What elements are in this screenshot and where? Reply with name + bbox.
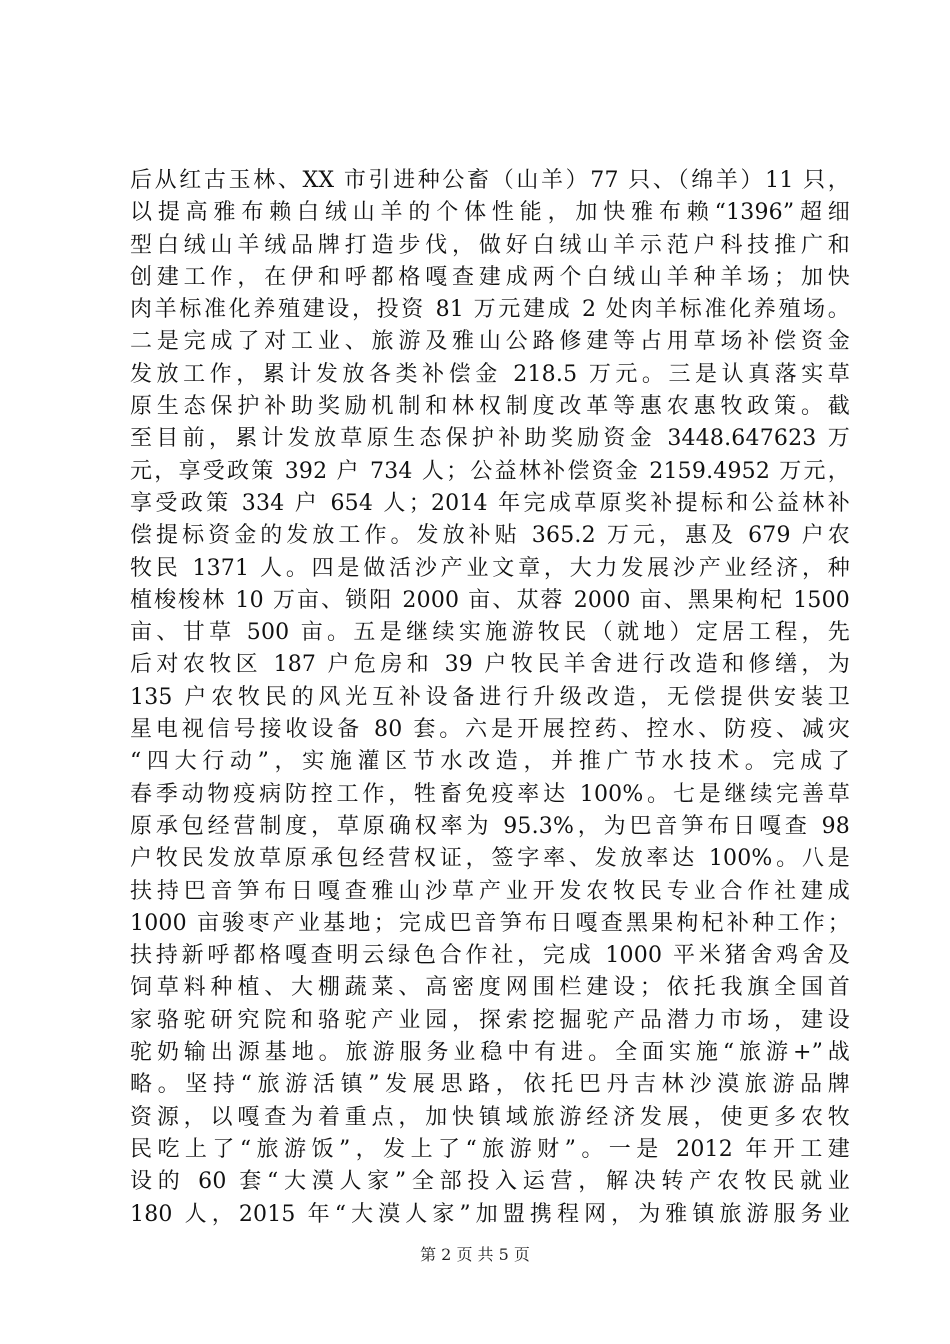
body-line: 原生态保护补助奖励机制和林权制度改革等惠农惠牧政策。截 bbox=[130, 394, 850, 420]
body-text bbox=[130, 165, 850, 1231]
body-line: 元，享受政策 392 户 734 人；公益林补偿资金 2159.4952 万元， bbox=[130, 458, 850, 484]
body-line: 饲草料种植、大棚蔬菜、高密度网围栏建设；依托我旗全国首 bbox=[130, 975, 850, 1001]
body-line: 135 户农牧民的风光互补设备进行升级改造，无偿提供安装卫 bbox=[130, 684, 850, 710]
page-footer: 第 2 页 共 5 页 bbox=[420, 1245, 530, 1264]
body-line: 家骆驼研究院和骆驼产业园，探索挖掘驼产品潜力市场，建设 bbox=[130, 1007, 850, 1033]
body-line: 二是完成了对工业、旅游及雅山公路修建等占用草场补偿资金 bbox=[130, 329, 850, 355]
body-line: 春季动物疫病防控工作，牲畜免疫率达 100%。七是继续完善草 bbox=[130, 781, 850, 807]
body-line: 后从红古玉林、XX 市引进种公畜（山羊）77 只、（绵羊）11 只， bbox=[130, 168, 851, 193]
body-line: “四大行动”，实施灌区节水改造，并推广节水技术。完成了 bbox=[130, 749, 850, 775]
body-line: 民吃上了“旅游饭”，发上了“旅游财”。一是 2012 年开工建 bbox=[130, 1136, 850, 1162]
body-line: 扶持新呼都格嘎查明云绿色合作社，完成 1000 平米猪舍鸡舍及 bbox=[130, 943, 850, 969]
body-line: 至目前，累计发放草原生态保护补助奖励资金 3448.647623 万 bbox=[130, 426, 850, 452]
body-line: 户牧民发放草原承包经营权证，签字率、发放率达 100%。八是 bbox=[130, 846, 850, 872]
body-line: 180 人，2015 年“大漠人家”加盟携程网，为雅镇旅游服务业 bbox=[130, 1201, 850, 1227]
body-line: 亩、甘草 500 亩。五是继续实施游牧民（就地）定居工程，先 bbox=[130, 620, 850, 646]
body-line: 后对农牧区 187 户危房和 39 户牧民羊舍进行改造和修缮，为 bbox=[130, 652, 850, 678]
body-line: 植梭梭林 10 万亩、锁阳 2000 亩、苁蓉 2000 亩、黑果枸杞 1500 bbox=[130, 587, 850, 613]
body-line: 以提高雅布赖白绒山羊的个体性能，加快雅布赖“1396”超细 bbox=[130, 200, 850, 226]
body-line: 发放工作，累计发放各类补偿金 218.5 万元。三是认真落实草 bbox=[130, 361, 850, 387]
body-line: 享受政策 334 户 654 人；2014 年完成草原奖补提标和公益林补 bbox=[130, 490, 850, 516]
body-line: 原承包经营制度，草原确权率为 95.3%，为巴音笋布日嘎查 98 bbox=[130, 813, 850, 839]
body-line: 驼奶输出源基地。旅游服务业稳中有进。全面实施“旅游+”战 bbox=[130, 1040, 850, 1066]
body-line: 型白绒山羊绒品牌打造步伐，做好白绒山羊示范户科技推广和 bbox=[130, 232, 850, 258]
body-line: 资源，以嘎查为着重点，加快镇域旅游经济发展，使更多农牧 bbox=[130, 1104, 850, 1130]
body-line: 偿提标资金的发放工作。发放补贴 365.2 万元，惠及 679 户农 bbox=[130, 523, 850, 549]
body-line: 略。坚持“旅游活镇”发展思路，依托巴丹吉林沙漠旅游品牌 bbox=[130, 1072, 850, 1098]
body-line: 1000 亩骏枣产业基地；完成巴音笋布日嘎查黑果枸杞补种工作； bbox=[130, 910, 850, 936]
body-line: 星电视信号接收设备 80 套。六是开展控药、控水、防疫、减灾 bbox=[130, 717, 850, 743]
body-line: 牧民 1371 人。四是做活沙产业文章，大力发展沙产业经济，种 bbox=[130, 555, 850, 581]
body-line: 设的 60 套“大漠人家”全部投入运营，解决转产农牧民就业 bbox=[130, 1169, 850, 1195]
body-line: 扶持巴音笋布日嘎查雅山沙草产业开发农牧民专业合作社建成 bbox=[130, 878, 850, 904]
body-line: 肉羊标准化养殖建设，投资 81 万元建成 2 处肉羊标准化养殖场。 bbox=[130, 297, 850, 323]
body-line: 创建工作，在伊和呼都格嘎查建成两个白绒山羊种羊场；加快 bbox=[130, 264, 850, 290]
